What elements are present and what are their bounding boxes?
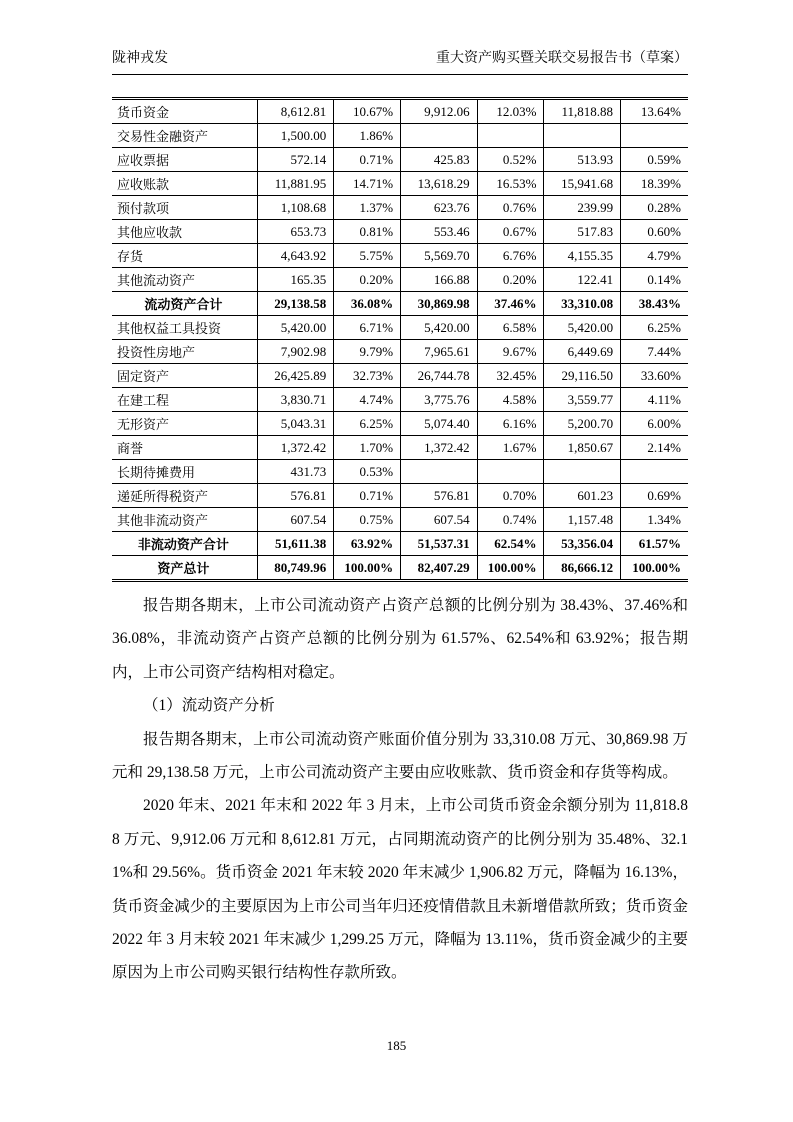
row-value: 6.16% bbox=[477, 412, 544, 436]
row-value: 1.70% bbox=[334, 436, 401, 460]
table-row bbox=[112, 244, 688, 268]
paragraph-cash-analysis: 2020 年末、2021 年末和 2022 年 3 月末，上市公司货币资金余额分别为 11,818.88 万元、9,912.06 万元和 8,612.81 万元，占同期流动资产的比例分别为 35.48%、32.11%和 29.56%。货币资金 2021 年末较 2020 年末减少 1,906.82 万元，降幅为 16.13%，货币资金减少的主要原因为上市公司当年归还疫情借款且未新增借款所致；货币资金 2022 年 3 月末较 2021 年末减少 1,299.25 万元，降幅为 13.11%，货币资金减少的主要原因为上市公司购买银行结构性存款所致。 bbox=[112, 797, 688, 982]
row-value: 166.88 bbox=[401, 268, 478, 292]
table-row bbox=[112, 532, 688, 556]
row-label: 在建工程 bbox=[112, 388, 257, 412]
table-row bbox=[112, 364, 688, 388]
asset-table-body bbox=[112, 99, 688, 581]
row-value: 623.76 bbox=[401, 196, 478, 220]
row-value: 32.73% bbox=[334, 364, 401, 388]
row-value: 5,200.70 bbox=[544, 412, 621, 436]
row-value: 30,869.98 bbox=[401, 292, 478, 316]
page-footer bbox=[0, 1038, 793, 1054]
row-value: 51,611.38 bbox=[257, 532, 334, 556]
row-value: 33.60% bbox=[621, 364, 688, 388]
row-value: 100.00% bbox=[621, 556, 688, 581]
row-value: 15,941.68 bbox=[544, 172, 621, 196]
row-value bbox=[477, 124, 544, 148]
row-value: 1,108.68 bbox=[257, 196, 334, 220]
row-value: 0.71% bbox=[334, 484, 401, 508]
table-row bbox=[112, 340, 688, 364]
row-value: 9.79% bbox=[334, 340, 401, 364]
row-value: 0.71% bbox=[334, 148, 401, 172]
row-label: 其他应收款 bbox=[112, 220, 257, 244]
row-value: 0.52% bbox=[477, 148, 544, 172]
row-value: 1,372.42 bbox=[401, 436, 478, 460]
table-row bbox=[112, 124, 688, 148]
row-label: 长期待摊费用 bbox=[112, 460, 257, 484]
table-row bbox=[112, 220, 688, 244]
row-value: 6.00% bbox=[621, 412, 688, 436]
row-label: 无形资产 bbox=[112, 412, 257, 436]
table-row bbox=[112, 388, 688, 412]
row-value: 1.37% bbox=[334, 196, 401, 220]
row-value bbox=[401, 124, 478, 148]
table-row bbox=[112, 508, 688, 532]
row-value: 0.75% bbox=[334, 508, 401, 532]
header-document-title: 重大资产购买暨关联交易报告书（草案） bbox=[436, 51, 688, 66]
row-value: 0.67% bbox=[477, 220, 544, 244]
row-value: 100.00% bbox=[477, 556, 544, 581]
row-label: 流动资产合计 bbox=[112, 292, 257, 316]
table-row bbox=[112, 556, 688, 581]
row-value bbox=[621, 460, 688, 484]
row-value: 4.74% bbox=[334, 388, 401, 412]
row-value: 7,902.98 bbox=[257, 340, 334, 364]
table-row bbox=[112, 316, 688, 340]
row-value: 38.43% bbox=[621, 292, 688, 316]
row-value: 3,559.77 bbox=[544, 388, 621, 412]
row-value: 517.83 bbox=[544, 220, 621, 244]
row-value: 62.54% bbox=[477, 532, 544, 556]
row-value: 7,965.61 bbox=[401, 340, 478, 364]
heading-current-asset-analysis: （1）流动资产分析 bbox=[143, 697, 275, 715]
paragraph-asset-ratio: 报告期各期末，上市公司流动资产占资产总额的比例分别为 38.43%、37.46%和 36.08%，非流动资产占资产总额的比例分别为 61.57%、62.54%和 63.92%；报告期内，上市公司资产结构相对稳定。 bbox=[112, 597, 688, 681]
row-label: 商誉 bbox=[112, 436, 257, 460]
table-row bbox=[112, 484, 688, 508]
row-value: 1.86% bbox=[334, 124, 401, 148]
row-value: 0.81% bbox=[334, 220, 401, 244]
table-row bbox=[112, 460, 688, 484]
table-row bbox=[112, 268, 688, 292]
row-value: 6.71% bbox=[334, 316, 401, 340]
asset-structure-table bbox=[112, 97, 688, 582]
table-row bbox=[112, 436, 688, 460]
row-value: 18.39% bbox=[621, 172, 688, 196]
page-header bbox=[112, 0, 688, 75]
row-value: 553.46 bbox=[401, 220, 478, 244]
row-label: 投资性房地产 bbox=[112, 340, 257, 364]
row-value: 165.35 bbox=[257, 268, 334, 292]
row-value: 0.20% bbox=[477, 268, 544, 292]
row-label: 非流动资产合计 bbox=[112, 532, 257, 556]
row-value: 36.08% bbox=[334, 292, 401, 316]
row-value: 32.45% bbox=[477, 364, 544, 388]
row-value bbox=[621, 124, 688, 148]
row-value: 5,569.70 bbox=[401, 244, 478, 268]
row-value: 1,850.67 bbox=[544, 436, 621, 460]
row-value: 82,407.29 bbox=[401, 556, 478, 581]
row-value: 7.44% bbox=[621, 340, 688, 364]
body-text bbox=[112, 589, 688, 990]
row-value: 122.41 bbox=[544, 268, 621, 292]
row-label: 其他权益工具投资 bbox=[112, 316, 257, 340]
row-value: 607.54 bbox=[257, 508, 334, 532]
row-label: 应收账款 bbox=[112, 172, 257, 196]
row-value: 513.93 bbox=[544, 148, 621, 172]
row-value: 63.92% bbox=[334, 532, 401, 556]
row-value: 5,420.00 bbox=[257, 316, 334, 340]
row-value: 576.81 bbox=[401, 484, 478, 508]
row-value: 572.14 bbox=[257, 148, 334, 172]
row-label: 递延所得税资产 bbox=[112, 484, 257, 508]
row-value: 11,881.95 bbox=[257, 172, 334, 196]
row-value: 4,643.92 bbox=[257, 244, 334, 268]
row-value: 0.53% bbox=[334, 460, 401, 484]
table-row bbox=[112, 412, 688, 436]
row-value: 1,157.48 bbox=[544, 508, 621, 532]
row-value: 29,138.58 bbox=[257, 292, 334, 316]
row-value: 0.14% bbox=[621, 268, 688, 292]
row-value: 13.64% bbox=[621, 99, 688, 124]
row-value: 239.99 bbox=[544, 196, 621, 220]
row-value: 0.76% bbox=[477, 196, 544, 220]
row-value: 425.83 bbox=[401, 148, 478, 172]
row-value: 29,116.50 bbox=[544, 364, 621, 388]
row-label: 货币资金 bbox=[112, 99, 257, 124]
row-value: 5,420.00 bbox=[401, 316, 478, 340]
row-value: 653.73 bbox=[257, 220, 334, 244]
row-value: 1,372.42 bbox=[257, 436, 334, 460]
row-value: 86,666.12 bbox=[544, 556, 621, 581]
row-label: 应收票据 bbox=[112, 148, 257, 172]
row-value: 1.67% bbox=[477, 436, 544, 460]
row-value: 12.03% bbox=[477, 99, 544, 124]
row-value: 80,749.96 bbox=[257, 556, 334, 581]
table-row bbox=[112, 99, 688, 124]
row-value bbox=[401, 460, 478, 484]
row-value: 11,818.88 bbox=[544, 99, 621, 124]
row-value: 4.79% bbox=[621, 244, 688, 268]
row-value: 5,420.00 bbox=[544, 316, 621, 340]
row-value: 100.00% bbox=[334, 556, 401, 581]
row-value bbox=[544, 124, 621, 148]
row-value: 13,618.29 bbox=[401, 172, 478, 196]
row-value: 6.76% bbox=[477, 244, 544, 268]
row-value: 4.11% bbox=[621, 388, 688, 412]
row-value: 3,830.71 bbox=[257, 388, 334, 412]
row-label: 固定资产 bbox=[112, 364, 257, 388]
row-label: 其他流动资产 bbox=[112, 268, 257, 292]
row-value: 33,310.08 bbox=[544, 292, 621, 316]
row-value: 607.54 bbox=[401, 508, 478, 532]
row-value: 9,912.06 bbox=[401, 99, 478, 124]
paragraph-current-asset-value: 报告期各期末，上市公司流动资产账面价值分别为 33,310.08 万元、30,869.98 万元和 29,138.58 万元，上市公司流动资产主要由应收账款、货币资金和存货等构成。 bbox=[112, 730, 688, 782]
row-value: 0.59% bbox=[621, 148, 688, 172]
row-value: 0.69% bbox=[621, 484, 688, 508]
header-company-name: 陇神戎发 bbox=[112, 51, 168, 66]
row-value: 5.75% bbox=[334, 244, 401, 268]
row-value: 4.58% bbox=[477, 388, 544, 412]
row-label: 其他非流动资产 bbox=[112, 508, 257, 532]
row-label: 交易性金融资产 bbox=[112, 124, 257, 148]
row-value: 0.20% bbox=[334, 268, 401, 292]
row-value bbox=[477, 460, 544, 484]
row-value: 6.25% bbox=[621, 316, 688, 340]
row-value: 0.28% bbox=[621, 196, 688, 220]
row-value: 5,043.31 bbox=[257, 412, 334, 436]
row-value: 601.23 bbox=[544, 484, 621, 508]
row-value: 6.25% bbox=[334, 412, 401, 436]
page-number: 185 bbox=[386, 1038, 407, 1053]
row-value: 37.46% bbox=[477, 292, 544, 316]
row-value: 26,425.89 bbox=[257, 364, 334, 388]
row-value: 0.70% bbox=[477, 484, 544, 508]
row-value: 1,500.00 bbox=[257, 124, 334, 148]
row-value: 61.57% bbox=[621, 532, 688, 556]
row-value: 16.53% bbox=[477, 172, 544, 196]
row-value: 9.67% bbox=[477, 340, 544, 364]
table-row bbox=[112, 292, 688, 316]
table-row bbox=[112, 172, 688, 196]
table-row bbox=[112, 196, 688, 220]
table-row bbox=[112, 148, 688, 172]
row-value: 53,356.04 bbox=[544, 532, 621, 556]
row-value: 14.71% bbox=[334, 172, 401, 196]
row-value: 3,775.76 bbox=[401, 388, 478, 412]
row-value: 5,074.40 bbox=[401, 412, 478, 436]
row-value: 10.67% bbox=[334, 99, 401, 124]
row-value: 26,744.78 bbox=[401, 364, 478, 388]
row-value: 0.60% bbox=[621, 220, 688, 244]
row-label: 预付款项 bbox=[112, 196, 257, 220]
row-label: 资产总计 bbox=[112, 556, 257, 581]
row-value: 6,449.69 bbox=[544, 340, 621, 364]
row-value: 576.81 bbox=[257, 484, 334, 508]
row-value: 8,612.81 bbox=[257, 99, 334, 124]
row-value: 0.74% bbox=[477, 508, 544, 532]
row-label: 存货 bbox=[112, 244, 257, 268]
row-value: 2.14% bbox=[621, 436, 688, 460]
row-value: 4,155.35 bbox=[544, 244, 621, 268]
row-value: 51,537.31 bbox=[401, 532, 478, 556]
row-value: 431.73 bbox=[257, 460, 334, 484]
row-value bbox=[544, 460, 621, 484]
row-value: 6.58% bbox=[477, 316, 544, 340]
row-value: 1.34% bbox=[621, 508, 688, 532]
